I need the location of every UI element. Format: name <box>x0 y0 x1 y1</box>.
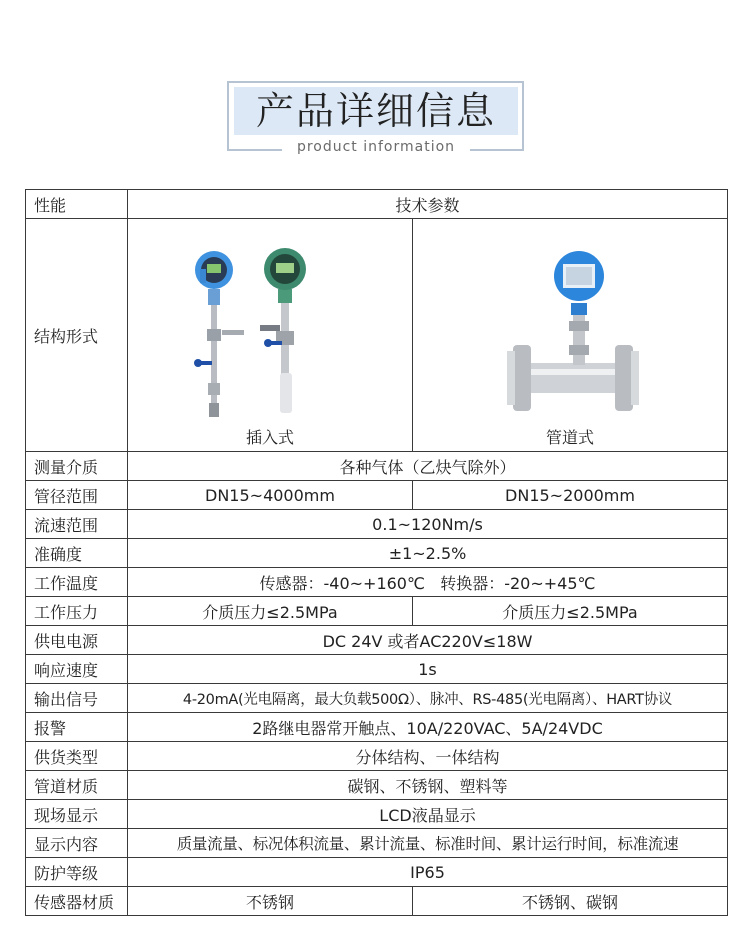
row-label: 输出信号 <box>26 684 128 713</box>
row-label: 准确度 <box>26 539 128 568</box>
row-value: 1s <box>128 655 728 684</box>
row-value: LCD液晶显示 <box>128 800 728 829</box>
row-value-right: DN15~2000mm <box>413 481 728 510</box>
row-value-left: 介质压力≤2.5MPa <box>128 597 413 626</box>
table-row <box>26 510 728 539</box>
table-row <box>26 597 728 626</box>
table-row <box>26 742 728 771</box>
col-param-header: 性能 <box>26 190 128 219</box>
page-subtitle: product information <box>296 139 456 155</box>
pipeline-type-cell <box>413 219 728 452</box>
row-value: 分体结构、一体结构 <box>128 742 728 771</box>
row-value: ±1~2.5% <box>128 539 728 568</box>
pipeline-caption: 管道式 <box>546 428 595 447</box>
row-value: 4-20mA(光电隔离，最大负载500Ω）、脉冲、RS-485(光电隔离）、HART协议 <box>128 684 728 713</box>
table-row <box>26 829 728 858</box>
row-label: 工作压力 <box>26 597 128 626</box>
insertion-caption: 插入式 <box>245 428 294 447</box>
structure-label: 结构形式 <box>26 219 128 452</box>
table-row <box>26 481 728 510</box>
row-value: 2路继电器常开触点、10A/220VAC、5A/24VDC <box>128 713 728 742</box>
row-label: 流速范围 <box>26 510 128 539</box>
page-title: 产品详细信息 <box>255 89 496 133</box>
table-row <box>26 800 728 829</box>
table-row <box>26 684 728 713</box>
insertion-meter-image <box>128 233 413 438</box>
row-value: 传感器：-40~+160℃ 转换器：-20~+45℃ <box>128 568 728 597</box>
row-value: DC 24V 或者AC220V≤18W <box>128 626 728 655</box>
row-label: 传感器材质 <box>26 887 128 916</box>
table-row <box>26 771 728 800</box>
row-label: 供电电源 <box>26 626 128 655</box>
table-row <box>26 568 728 597</box>
row-value: 各种气体（乙炔气除外） <box>128 452 728 481</box>
table-header-row <box>26 190 728 219</box>
row-label: 显示内容 <box>26 829 128 858</box>
row-label: 供货类型 <box>26 742 128 771</box>
table-row <box>26 887 728 916</box>
row-label: 响应速度 <box>26 655 128 684</box>
row-value: 碳钢、不锈钢、塑料等 <box>128 771 728 800</box>
table-row <box>26 539 728 568</box>
row-label: 工作温度 <box>26 568 128 597</box>
structure-row <box>26 219 728 452</box>
row-label: 现场显示 <box>26 800 128 829</box>
table-row <box>26 858 728 887</box>
row-label: 管径范围 <box>26 481 128 510</box>
row-label: 管道材质 <box>26 771 128 800</box>
row-label: 报警 <box>26 713 128 742</box>
table-row <box>26 452 728 481</box>
row-value-right: 介质压力≤2.5MPa <box>413 597 728 626</box>
row-label: 测量介质 <box>26 452 128 481</box>
table-row <box>26 626 728 655</box>
col-spec-header: 技术参数 <box>128 190 728 219</box>
insertion-type-cell <box>128 219 413 452</box>
table-row <box>26 713 728 742</box>
spec-table <box>25 189 728 916</box>
row-value-left: DN15~4000mm <box>128 481 413 510</box>
row-value-right: 不锈钢、碳钢 <box>413 887 728 916</box>
table-row <box>26 655 728 684</box>
row-value: IP65 <box>128 858 728 887</box>
pipeline-meter-image <box>413 233 728 438</box>
row-value-left: 不锈钢 <box>128 887 413 916</box>
row-value: 0.1~120Nm/s <box>128 510 728 539</box>
row-label: 防护等级 <box>26 858 128 887</box>
row-value: 质量流量、标况体积流量、累计流量、标准时间、累计运行时间，标准流速 <box>128 829 728 858</box>
